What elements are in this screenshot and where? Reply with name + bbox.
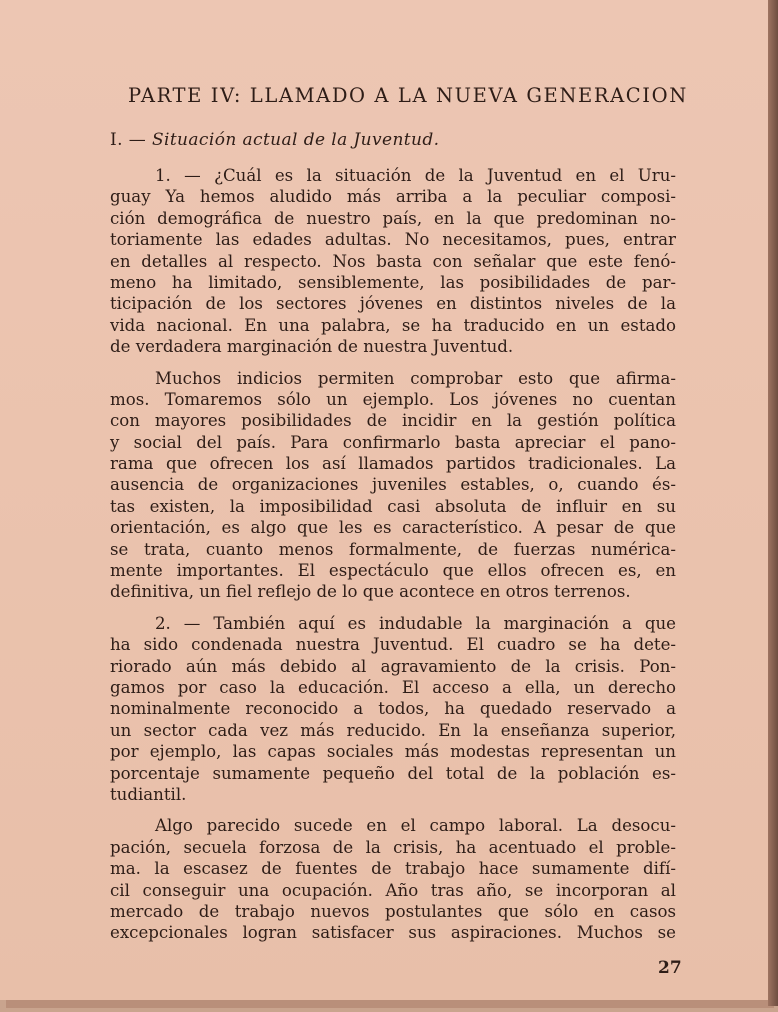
paragraph-line: definitiva, un fiel reflejo de lo que acontece en otros terrenos. bbox=[110, 582, 631, 602]
paragraph-line: excepcionales logran satisfacer sus aspiraciones. Muchos se bbox=[110, 923, 676, 943]
paragraph-line: orientación, es algo que les es característico. A pesar de que bbox=[110, 518, 676, 538]
paragraph-line: ha sido condenada nuestra Juventud. El cuadro se ha dete- bbox=[110, 635, 676, 655]
paragraph-line: ausencia de organizaciones juveniles estables, o, cuando és- bbox=[110, 475, 676, 495]
paragraph bbox=[110, 368, 676, 603]
paragraph-line: toriamente las edades adultas. No necesitamos, pues, entrar bbox=[110, 230, 676, 250]
part-title: PARTE IV: LLAMADO A LA NUEVA GENERACION bbox=[128, 84, 688, 107]
paragraph-line: rama que ofrecen los así llamados partidos tradicionales. La bbox=[110, 454, 676, 474]
paragraph-line: ción demográfica de nuestro país, en la que predominan no- bbox=[110, 208, 676, 228]
paragraph-line: vida nacional. En una palabra, se ha traducido en un estado bbox=[110, 315, 676, 335]
paragraph-line: con mayores posibilidades de incidir en la gestión política bbox=[110, 411, 676, 431]
paragraph-line: tas existen, la imposibilidad casi absoluta de influir en su bbox=[110, 496, 676, 516]
paragraph-line: 1. — ¿Cuál es la situación de la Juventud en el Uru- bbox=[155, 166, 676, 185]
paragraph-line: mente importantes. El espectáculo que ellos ofrecen es, en bbox=[110, 561, 676, 581]
paragraph-line: nominalmente reconocido a todos, ha quedado reservado a bbox=[110, 699, 676, 719]
paragraph-line: guay Ya hemos aludido más arriba a la peculiar composi- bbox=[110, 187, 676, 207]
paragraph-line: pación, secuela forzosa de la crisis, ha acentuado el proble- bbox=[110, 837, 676, 857]
paragraph-line: Muchos indicios permiten comprobar esto que afirma- bbox=[155, 368, 676, 388]
paragraph-line: por ejemplo, las capas sociales más modestas representan un bbox=[110, 742, 676, 762]
paragraph-line: mos. Tomaremos sólo un ejemplo. Los jóvenes no cuentan bbox=[110, 389, 676, 409]
paragraph-line: un sector cada vez más reducido. En la enseñanza superior, bbox=[110, 720, 676, 740]
paragraph-line: ma. la escasez de fuentes de trabajo hace sumamente difí- bbox=[110, 859, 676, 879]
section-heading bbox=[110, 130, 676, 150]
paragraph-line: gamos por caso la educación. El acceso a ella, un derecho bbox=[110, 677, 676, 697]
paragraph-line: y social del país. Para confirmarlo basta apreciar el pano- bbox=[110, 432, 676, 452]
section-title: Situación actual de la Juventud. bbox=[151, 130, 440, 150]
paragraph-line: en detalles al respecto. Nos basta con señalar que este fenó- bbox=[110, 251, 676, 271]
page-number: 27 bbox=[658, 958, 682, 978]
paragraph-line: ticipación de los sectores jóvenes en distintos niveles de la bbox=[110, 294, 676, 314]
paragraph-line: tudiantil. bbox=[110, 784, 187, 804]
paragraph-line: mercado de trabajo nuevos postulantes que sólo en casos bbox=[110, 901, 676, 921]
paragraph bbox=[110, 165, 676, 358]
paragraph-line: de verdadera marginación de nuestra Juventud. bbox=[110, 337, 514, 357]
paragraph bbox=[110, 815, 676, 943]
paragraph-line: meno ha limitado, sensiblemente, las posibilidades de par- bbox=[110, 272, 676, 292]
section-number: I. — bbox=[110, 130, 147, 150]
paragraph-gap bbox=[110, 358, 676, 368]
body-text bbox=[110, 165, 676, 944]
paragraph-gap bbox=[110, 805, 676, 815]
paragraph-line: riorado aún más debido al agravamiento de la crisis. Pon- bbox=[110, 656, 676, 676]
paragraph-gap bbox=[110, 603, 676, 613]
paragraph-line: 2. — También aquí es indudable la marginación a que bbox=[155, 613, 676, 633]
paragraph-line: se trata, cuanto menos formalmente, de fuerzas numérica- bbox=[110, 539, 676, 559]
paragraph-line: Algo parecido sucede en el campo laboral. La desocu- bbox=[155, 816, 676, 836]
paragraph-line: cil conseguir una ocupación. Año tras año, se incorporan al bbox=[110, 880, 676, 900]
paragraph bbox=[110, 613, 676, 806]
paragraph-line: porcentaje sumamente pequeño del total de la población es- bbox=[110, 763, 676, 783]
